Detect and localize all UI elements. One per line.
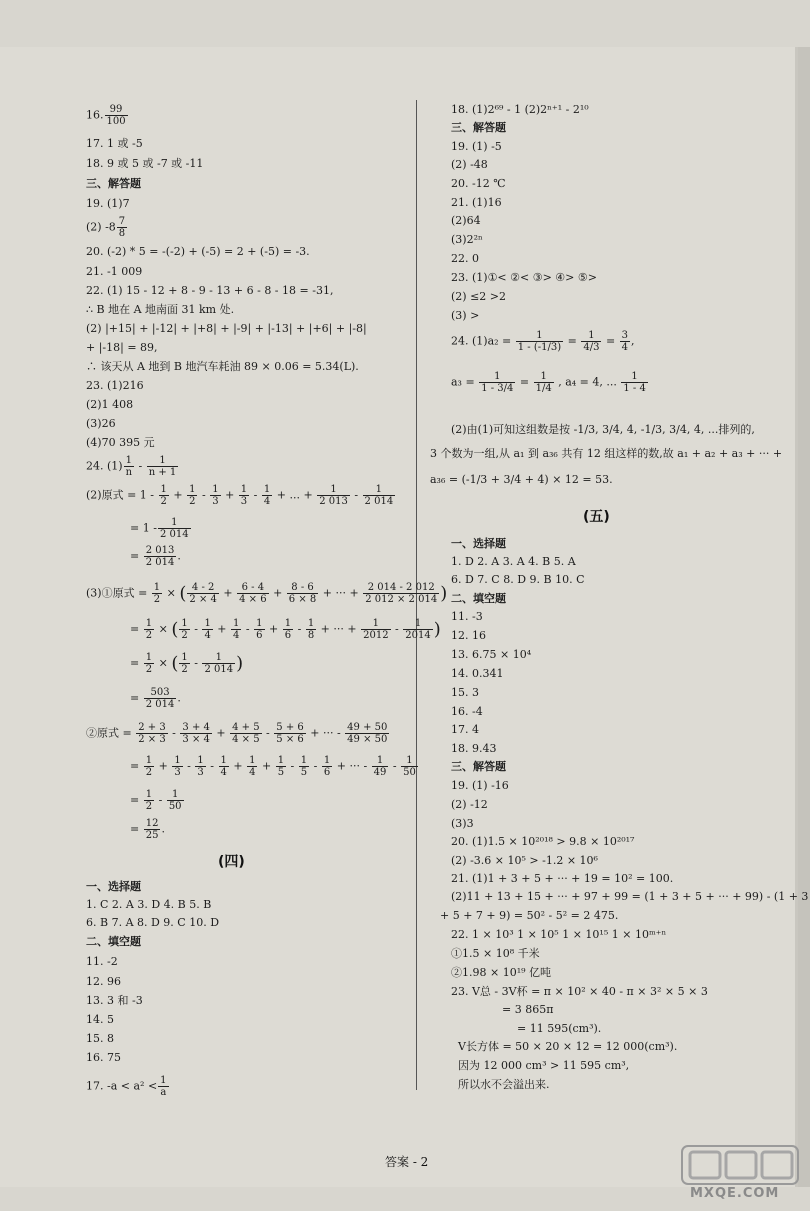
fill-14: 14. 5 <box>86 1013 114 1026</box>
choice-row-2-r: 6. D 7. C 8. D 9. B 10. C <box>451 573 585 586</box>
section-4-title: (四) <box>218 854 245 870</box>
answer-a19-2: (2) -12 <box>451 798 488 811</box>
fill-12: 12. 96 <box>86 975 121 988</box>
answer-a21-1: 21. (1)1 + 3 + 5 + ··· + 19 = 10² = 100. <box>451 872 674 885</box>
fill-r14: 14. 0.341 <box>451 667 504 680</box>
fill-r13: 13. 6.75 × 10⁴ <box>451 648 532 661</box>
answer-a21-3: + 5 + 7 + 9) = 50² - 5² = 2 475. <box>440 909 619 922</box>
heading-fill: 二、填空题 <box>86 935 141 948</box>
answer-r23-2: (2) ≤2 >2 <box>451 290 507 303</box>
answer-22-1b: ∴ B 地在 A 地南面 31 km 处. <box>86 303 235 316</box>
answer-24-3-2b: = $\frac{1}{2}$ + $\frac{1}{3}$ - $\frac{1}{3}$ - $\frac{1}{4}$ + $\frac{1}{4}$ + $\frac{1}{5}$ - $\frac{1}{5}$ - $\frac{1}{6}$ + ··· - $\frac{1}{49}$ - $\frac{1}{50}$ <box>130 755 416 778</box>
answer-a20-2: (2) -3.6 × 10⁵ > -1.2 × 10⁶ <box>451 854 598 867</box>
answer-20: 20. (-2) * 5 = -(-2) + (-5) = 2 + (-5) = -3. <box>86 245 310 258</box>
answer-a22-2: ①1.5 × 10⁸ 千米 <box>451 947 540 960</box>
answer-23-2: (2)1 408 <box>86 398 134 411</box>
answer-16: 16. $\frac{99}{100}$ <box>86 104 126 127</box>
answer-24-2: (2)原式 = 1 - $\frac{1}{2}$ + $\frac{1}{2}$ - $\frac{1}{3}$ + $\frac{1}{3}$ - $\frac{1}{4}$ + ... + $\frac{1}{2 013}$ - $\frac{1}{2 014}$ <box>86 484 394 507</box>
fill-r18: 18. 9.43 <box>451 742 497 755</box>
answer-r21-3: (3)2²ⁿ <box>451 233 483 246</box>
fill-r17: 17. 4 <box>451 723 479 736</box>
answer-24-1: 24. (1) $\frac{1}{n}$ - $\frac{1}{n + 1}$ <box>86 455 177 478</box>
answer-a19-3: (3)3 <box>451 817 474 830</box>
heading-solutions-r2: 三、解答题 <box>451 760 506 773</box>
answer-a20-1: 20. (1)1.5 × 10²⁰¹⁸ > 9.8 × 10²⁰¹⁷ <box>451 835 635 848</box>
answer-24-3-1c: = $\frac{1}{2}$ × ( $\frac{1}{2}$ - $\frac{1}{2 014}$ ) <box>130 652 244 675</box>
answer-a23-4: V长方体 = 50 × 20 × 12 = 12 000(cm³). <box>458 1040 678 1053</box>
answer-19-2: (2) -8 $\frac{7}{8}$ <box>86 216 126 239</box>
choice-row-1: 1. C 2. A 3. D 4. B 5. B <box>86 898 212 911</box>
answer-a23-3: = 11 595(cm³). <box>517 1022 602 1035</box>
answer-24-3-2c: = $\frac{1}{2}$ - $\frac{1}{50}$ <box>130 789 182 812</box>
fill-r11: 11. -3 <box>451 610 483 623</box>
answer-r24-2b: 3 个数为一组,从 a₁ 到 a₃₆ 共有 12 组这样的数,故 a₁ + a₂ + a₃ + ··· + <box>430 447 783 460</box>
fill-r12: 12. 16 <box>451 629 486 642</box>
answer-18: 18. 9 或 5 或 -7 或 -11 <box>86 157 204 170</box>
answer-22-2c: ∴ 该天从 A 地到 B 地汽车耗油 89 × 0.06 = 5.34(L). <box>86 360 359 373</box>
heading-fill-r: 二、填空题 <box>451 592 506 605</box>
answer-19-1: 19. (1)7 <box>86 197 130 210</box>
answer-r21-2: (2)64 <box>451 214 481 227</box>
answer-a21-2: (2)11 + 13 + 15 + ··· + 97 + 99 = (1 + 3 + 5 + ··· + 99) - (1 + 3 <box>451 890 809 903</box>
answer-a19-1: 19. (1) -16 <box>451 779 509 792</box>
watermark-text: MXQE.COM <box>690 1186 780 1201</box>
answer-r18: 18. (1)2⁶⁹ - 1 (2)2ⁿ⁺¹ - 2¹⁰ <box>451 103 589 116</box>
answer-24-3-1d: = $\frac{503}{2 014}$ . <box>130 687 181 710</box>
answer-24-3-1b: = $\frac{1}{2}$ × ( $\frac{1}{2}$ - $\frac{1}{4}$ + $\frac{1}{4}$ - $\frac{1}{6}$ + $\frac{1}{6}$ - $\frac{1}{8}$ + ··· + $\frac{1}{2012}$ - $\frac{1}{2014}$ ) <box>130 618 441 641</box>
answer-21: 21. -1 009 <box>86 265 143 278</box>
answer-22-1: 22. (1) 15 - 12 + 8 - 9 - 13 + 6 - 8 - 18 = -31, <box>86 284 334 297</box>
answer-r24-2: (2)由(1)可知这组数是按 -1/3, 3/4, 4, -1/3, 3/4, 4, ...排列的, <box>451 423 755 436</box>
answer-a23-1: 23. V总 - 3V杯 = π × 10² × 40 - π × 3² × 5 × 3 <box>451 985 708 998</box>
answer-a23-5: 因为 12 000 cm³ > 11 595 cm³, <box>458 1059 630 1072</box>
answer-22-2b: + |-18| = 89, <box>86 341 158 354</box>
answer-24-3-2d: = $\frac{12}{25}$ . <box>130 818 165 841</box>
answer-23-4: (4)70 395 元 <box>86 436 155 449</box>
answer-r20: 20. -12 ℃ <box>451 177 506 190</box>
answer-24-2c: = $\frac{2 013}{2 014}$ . <box>130 545 181 568</box>
answer-23-1: 23. (1)216 <box>86 379 144 392</box>
answer-22-2: (2) |+15| + |-12| + |+8| + |-9| + |-13| + |+6| + |-8| <box>86 322 367 335</box>
answer-r24-2c: a₃₆ = (-1/3 + 3/4 + 4) × 12 = 53. <box>430 473 613 486</box>
heading-solutions: 三、解答题 <box>86 177 141 190</box>
answer-a22-1: 22. 1 × 10³ 1 × 10⁵ 1 × 10¹⁵ 1 × 10ᵐ⁺ⁿ <box>451 928 667 941</box>
page-edge <box>798 47 810 1187</box>
answer-24-3-1: (3)①原式 = $\frac{1}{2}$ × ( $\frac{4 - 2}{2 \times 4}$ + $\frac{6 - 4}{4 \times 6}$ + $\frac{8 - 6}{6 \times 8}$ + ··· + $\frac{2 014 - 2 012}{2 012 \times 2 014}$ ) <box>86 582 448 605</box>
page-footer: 答案 - 2 <box>385 1155 429 1169</box>
choice-row-2: 6. B 7. A 8. D 9. C 10. D <box>86 916 220 929</box>
choice-row-1-r: 1. D 2. A 3. A 4. B 5. A <box>451 555 576 568</box>
answer-r21-1: 21. (1)16 <box>451 196 502 209</box>
answer-r24-1: 24. (1)a₂ = $\frac{1}{1 - (-1/3)}$ = $\frac{1}{4/3}$ = $\frac{3}{4}$ , <box>451 330 635 353</box>
heading-choice-r: 一、选择题 <box>451 537 506 550</box>
answer-23-3: (3)26 <box>86 417 116 430</box>
heading-solutions-r: 三、解答题 <box>451 121 506 134</box>
fill-13: 13. 3 和 -3 <box>86 994 143 1007</box>
answer-r23-1: 23. (1)①< ②< ③> ④> ⑤> <box>451 271 597 284</box>
fill-17: 17. -a < a² < $\frac{1}{a}$ <box>86 1075 167 1098</box>
answer-r19-2: (2) -48 <box>451 158 488 171</box>
answer-24-3-2: ②原式 = $\frac{2 + 3}{2 \times 3}$ - $\frac{3 + 4}{3 \times 4}$ + $\frac{4 + 5}{4 \times 5}$ - $\frac{5 + 6}{5 \times 6}$ + ··· - $\frac{49 + 50}{49 \times 50}$ <box>86 722 388 745</box>
heading-choice: 一、选择题 <box>86 880 141 893</box>
fill-16: 16. 75 <box>86 1051 121 1064</box>
answer-a22-3: ②1.98 × 10¹⁹ 亿吨 <box>451 966 552 979</box>
fill-11: 11. -2 <box>86 955 118 968</box>
answer-r22: 22. 0 <box>451 252 479 265</box>
answer-17: 17. 1 或 -5 <box>86 137 143 150</box>
answer-r19-1: 19. (1) -5 <box>451 140 502 153</box>
answer-r23-3: (3) > <box>451 309 480 322</box>
fill-15: 15. 8 <box>86 1032 114 1045</box>
answer-a23-6: 所以水不会溢出来. <box>458 1078 550 1091</box>
answer-a23-2: = 3 865π <box>502 1003 554 1016</box>
answer-24-2b: = 1 - $\frac{1}{2 014}$ <box>130 517 189 540</box>
fill-r16: 16. -4 <box>451 705 483 718</box>
answer-r24-1b: a₃ = $\frac{1}{1 - 3/4}$ = $\frac{1}{1/4}$ , a₄ = 4, ... $\frac{1}{1 - 4}$ <box>451 371 646 394</box>
fill-r15: 15. 3 <box>451 686 479 699</box>
section-5-title: (五) <box>583 509 610 525</box>
